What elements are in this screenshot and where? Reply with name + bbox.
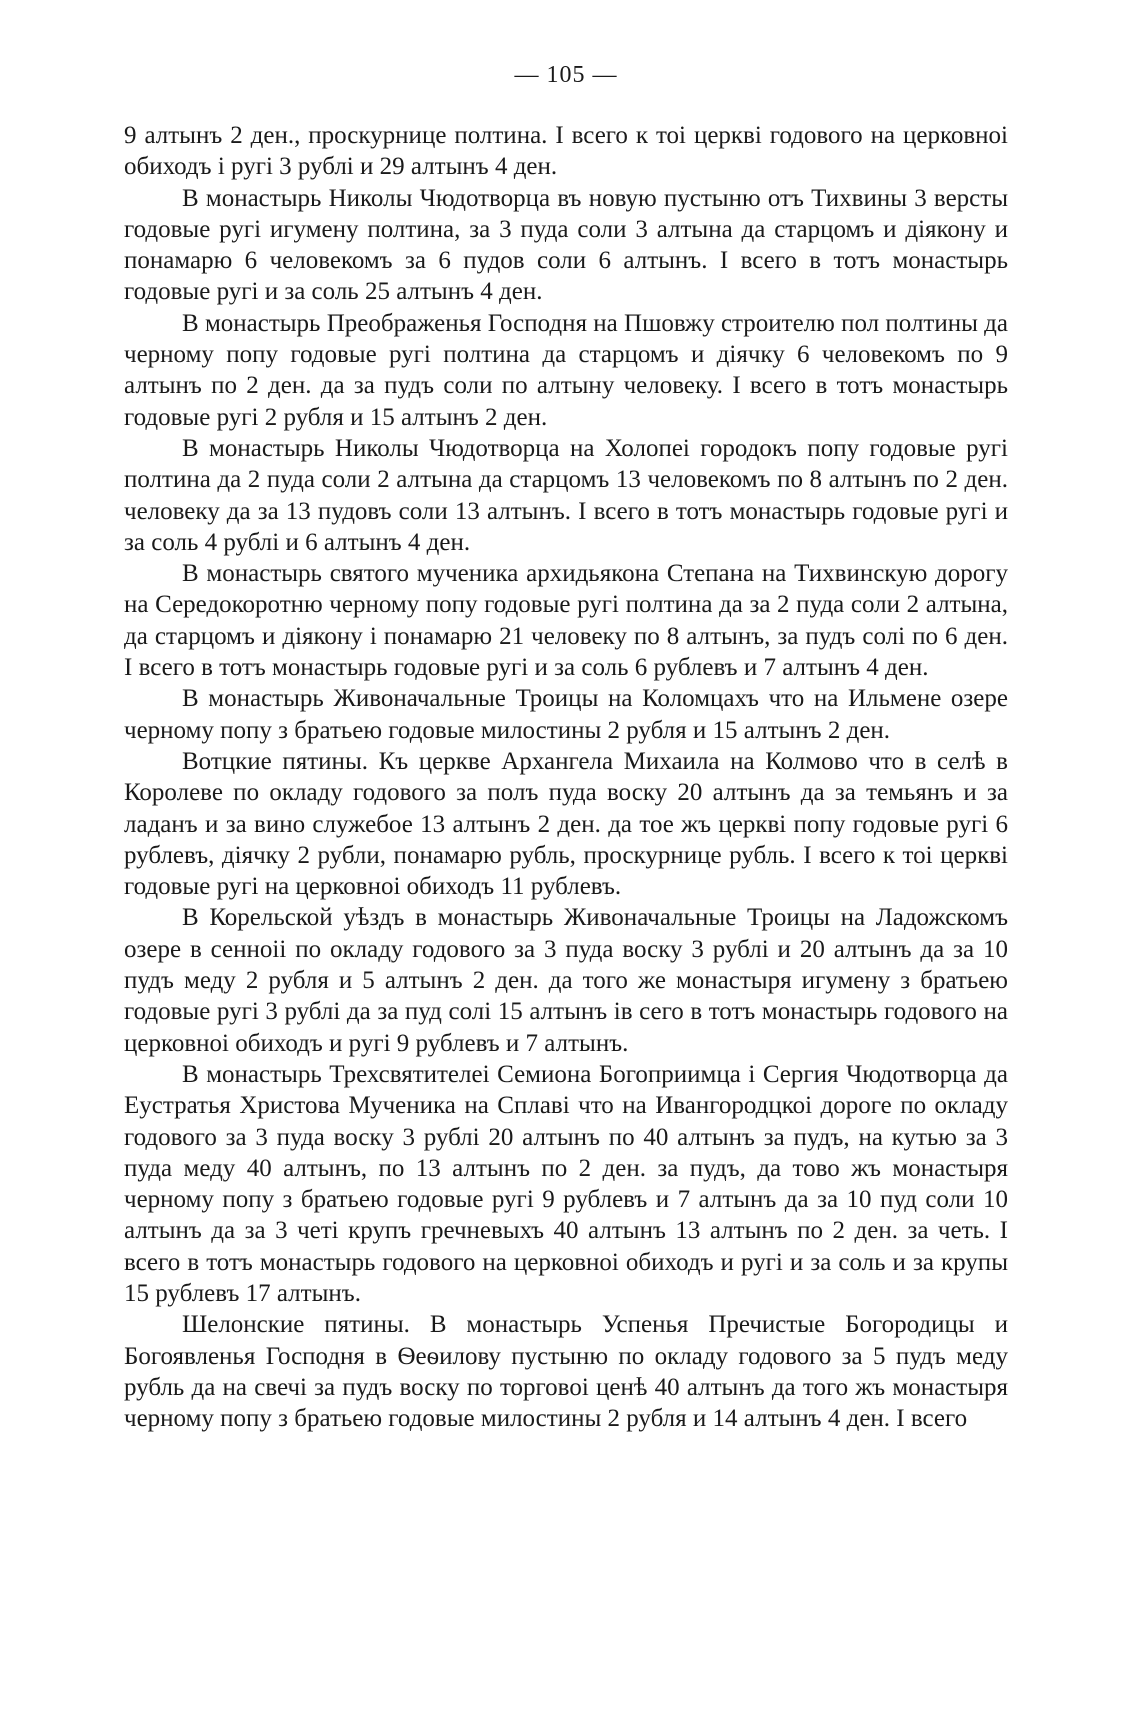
paragraph-7: Вотцкие пятины. Къ церкве Архангела Михаила на Колмово что в селѣ в Королеве по окладу годового за полъ пуда воску 20 алтынъ да за темьянъ и за ладанъ и за вино служебое 13 алтынъ 2 ден. да тое жъ церкві попу годовые ругі 6 рублевъ, діячку 2 рубли, понамарю рубль, проскурнице рубль. І всего к тоі церкві годовые ругі на церковноі обиходъ 11 рублевъ.	[124, 747, 1008, 901]
paragraph-8: В Корельской уѣздъ в монастырь Живоначальные Троицы на Ладожскомъ озере в сенноіі по окладу годового за 3 пуда воску 3 рублі и 20 алтынъ да за 10 пудъ меду 2 рубля и 5 алтынъ 2 ден. да того же монастыря игумену з братьею годовые ругі 3 рублі да за пуд солі 15 алтынъ ів сего в тотъ монастырь годового на церковноі обиходъ и ругі 9 рублевъ и 7 алтынъ.	[124, 904, 1008, 1057]
paragraph-3: В монастырь Преображенья Господня на Пшовжу строителю пол полтины да черному попу годовые ругі полтина да старцомъ и діячку 6 человекомъ по 9 алтынъ по 2 ден. да за пудъ соли по алтыну человеку. І всего в тотъ монастырь годовые ругі 2 рубля и 15 алтынъ 2 ден.	[124, 309, 1008, 431]
paragraph-5: В монастырь святого мученика архидьякона Степана на Тихвинскую дорогу на Середокоротню черному попу годовые ругі полтина да за 2 пуда соли 2 алтына, да старцомъ и діякону і понамарю 21 человеку по 8 алтынъ, за пудъ солі по 6 ден. І всего в тотъ монастырь годовые ругі и за соль 6 рублевъ и 7 алтынъ 4 ден.	[124, 560, 1008, 682]
body-text	[124, 120, 1008, 1434]
paragraph-9: В монастырь Трехсвятителеі Семиона Богоприимца і Сергия Чюдотворца да Еустратья Христова Мученика на Сплаві что на Ивангородцкоі дороге по окладу годового за 3 пуда воску 3 рублі 20 алтынъ по 40 алтынъ за пудъ, на кутью за 3 пуда меду 40 алтынъ, по 13 алтынъ по 2 ден. за пудъ, да тово жъ монастыря черному попу з братьею годовые ругі 9 рублевъ и 7 алтынъ да за 10 пуд соли 10 алтынъ да за 3 четі крупъ гречневыхъ 40 алтынъ 13 алтынъ по 2 ден. за четь. І всего в тотъ монастырь годового на церковноі обиходъ и ругі и за соль и за крупы 15 рублевъ 17 алтынъ.	[124, 1060, 1008, 1307]
paragraph-6: В монастырь Живоначальные Троицы на Коломцахъ что на Ильмене озере черному попу з братьею годовые милостины 2 рубля и 15 алтынъ 2 ден.	[124, 685, 1008, 744]
paragraph-10: Шелонские пятины. В монастырь Успенья Пречистые Богородицы и Богоявленья Господня в Ѳеѳилову пустыню по окладу годового за 5 пудъ меду рубль да на свечі за пудъ воску по торговоі ценѣ 40 алтынъ да того жъ монастыря черному попу з братьею годовые милостины 2 рубля и 14 алтынъ 4 ден. І всего	[124, 1311, 1008, 1433]
paragraph-1: 9 алтынъ 2 ден., проскурнице полтина. І всего к тоі церкві годового на церковноі обиходъ і ругі 3 рублі и 29 алтынъ 4 ден.	[124, 122, 1008, 181]
paragraph-4: В монастырь Николы Чюдотворца на Холопеі городокъ попу годовые ругі полтина да 2 пуда соли 2 алтына да старцомъ 13 человекомъ по 8 алтынъ по 2 ден. человеку да за 13 пудовъ соли 13 алтынъ. І всего в тотъ монастырь годовые ругі и за соль 4 рублі и 6 алтынъ 4 ден.	[124, 434, 1008, 556]
paragraph-2: В монастырь Николы Чюдотворца въ новую пустыню отъ Тихвины 3 версты годовые ругі игумену полтина, за 3 пуда соли 3 алтына да старцомъ и діякону и понамарю 6 человекомъ за 6 пудов соли 6 алтынъ. І всего в тотъ монастырь годовые ругі и за соль 25 алтынъ 4 ден.	[124, 184, 1008, 306]
page-number: — 105 —	[514, 62, 618, 88]
